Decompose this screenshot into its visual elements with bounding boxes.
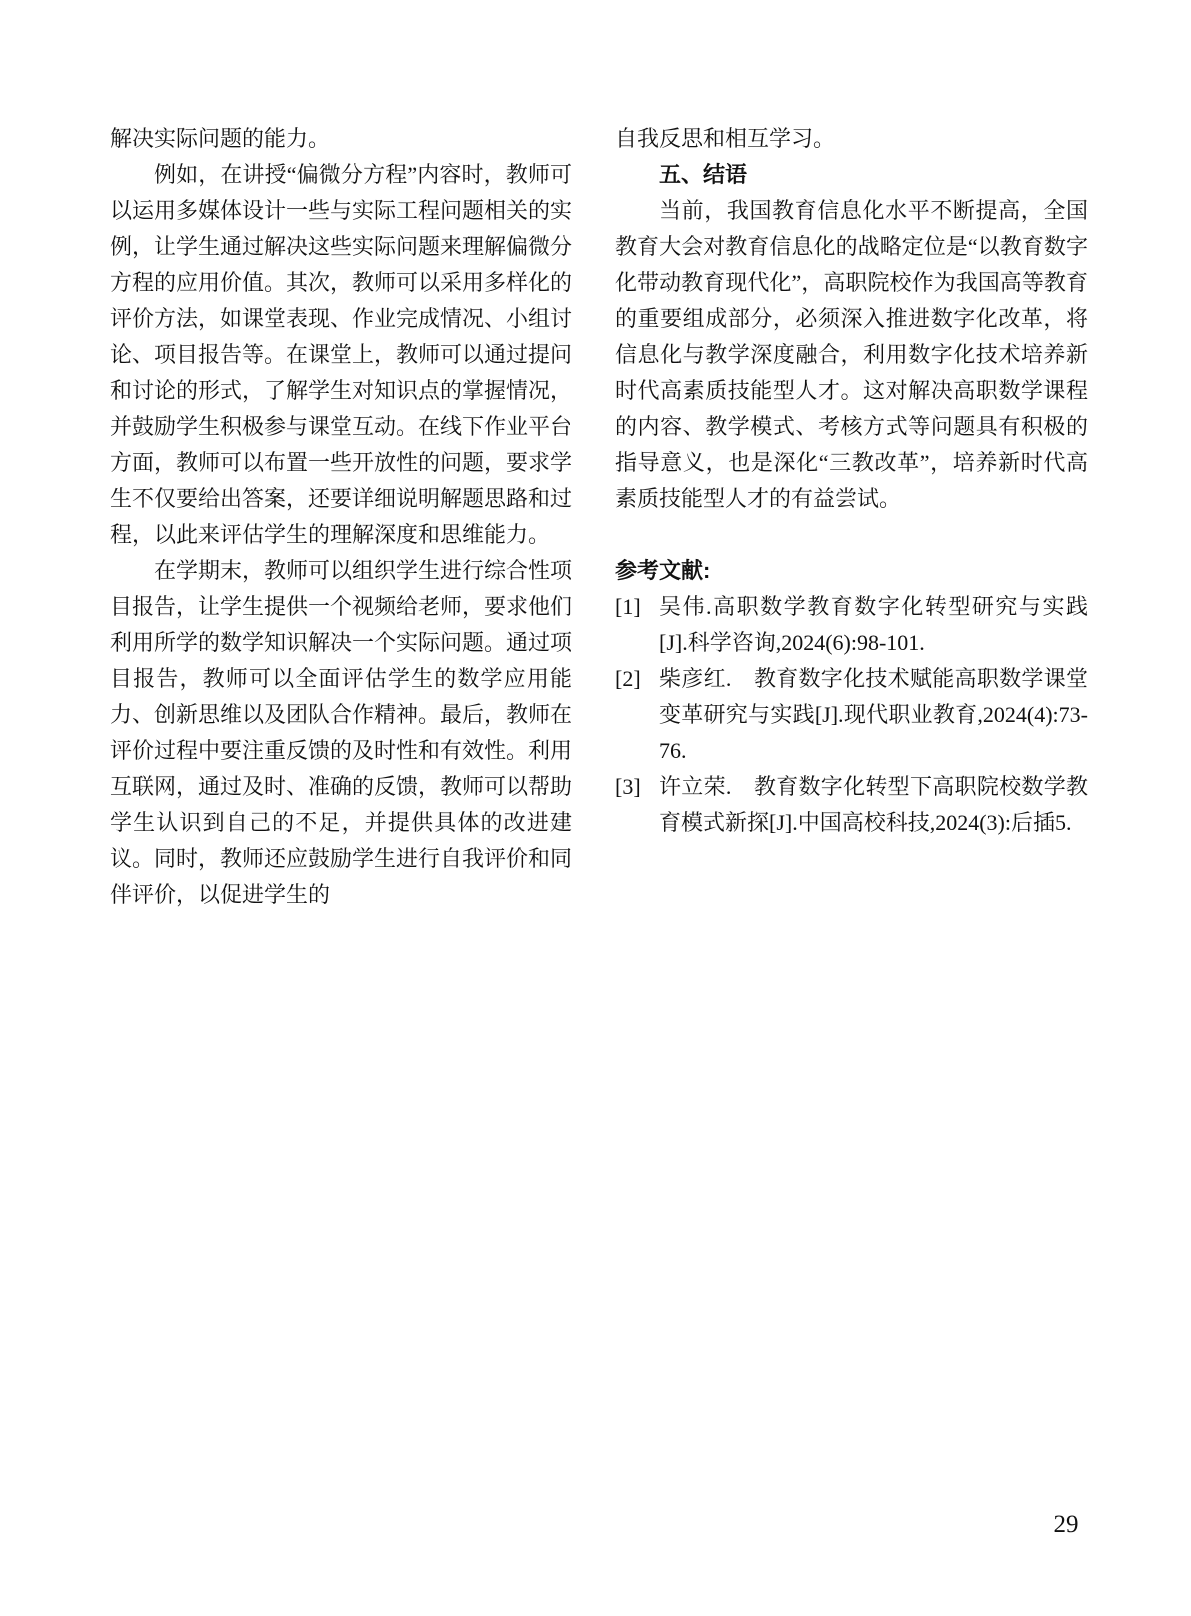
- left-column: [110, 121, 572, 913]
- reference-marker: [1]: [615, 594, 641, 619]
- blank-line: [615, 517, 1088, 553]
- reference-marker: [3]: [615, 774, 641, 799]
- reference-marker: [2]: [615, 666, 641, 691]
- reference-text: 许立荣. 教育数字化转型下高职院校数学教育模式新探[J].中国高校科技,2024(3):后插5.: [659, 774, 1088, 835]
- page-number: 29: [1053, 1511, 1079, 1538]
- reference-list: [615, 589, 1088, 841]
- paragraph-continuation-right: 自我反思和相互学习。: [615, 126, 836, 151]
- paragraph-example-teaching: 例如，在讲授“偏微分方程”内容时，教师可以运用多媒体设计一些与实际工程问题相关的实例，让学生通过解决这些实际问题来理解偏微分方程的应用价值。其次，教师可以采用多样化的评价方法，如课堂表现、作业完成情况、小组讨论、项目报告等。在课堂上，教师可以通过提问和讨论的形式，了解学生对知识点的掌握情况，并鼓励学生积极参与课堂互动。在线下作业平台方面，教师可以布置一些开放性的问题，要求学生不仅要给出答案，还要详细说明解题思路和过程，以此来评估学生的理解深度和思维能力。: [110, 162, 573, 547]
- reference-text: 柴彦红. 教育数字化技术赋能高职数学课堂变革研究与实践[J].现代职业教育,2024(4):73-76.: [659, 666, 1088, 763]
- paragraph-continuation-from-previous-page: 解决实际问题的能力。: [110, 126, 331, 151]
- reference-item: [615, 769, 1088, 841]
- paragraph-term-end-project: 在学期末，教师可以组织学生进行综合性项目报告，让学生提供一个视频给老师，要求他们利用所学的数学知识解决一个实际问题。通过项目报告，教师可以全面评估学生的数学应用能力、创新思维以及团队合作精神。最后，教师在评价过程中要注重反馈的及时性和有效性。利用互联网，通过及时、准确的反馈，教师可以帮助学生认识到自己的不足，并提供具体的改进建议。同时，教师还应鼓励学生进行自我评价和同伴评价，以促进学生的: [110, 558, 573, 907]
- reference-item: [615, 589, 1088, 661]
- references-heading: 参考文献:: [615, 558, 711, 583]
- reference-text: 吴伟.高职数学教育数字化转型研究与实践[J].科学咨询,2024(6):98-101.: [659, 594, 1088, 655]
- paragraph-conclusion: 当前，我国教育信息化水平不断提高，全国教育大会对教育信息化的战略定位是“以教育数字化带动教育现代化”，高职院校作为我国高等教育的重要组成部分，必须深入推进数字化改革，将信息化与教学深度融合，利用数字化技术培养新时代高素质技能型人才。这对解决高职数学课程的内容、教学模式、考核方式等问题具有积极的指导意义，也是深化“三教改革”，培养新时代高素质技能型人才的有益尝试。: [615, 198, 1088, 511]
- reference-item: [615, 661, 1088, 769]
- section-heading-conclusion: 五、结语: [659, 162, 748, 187]
- right-column: [615, 121, 1088, 841]
